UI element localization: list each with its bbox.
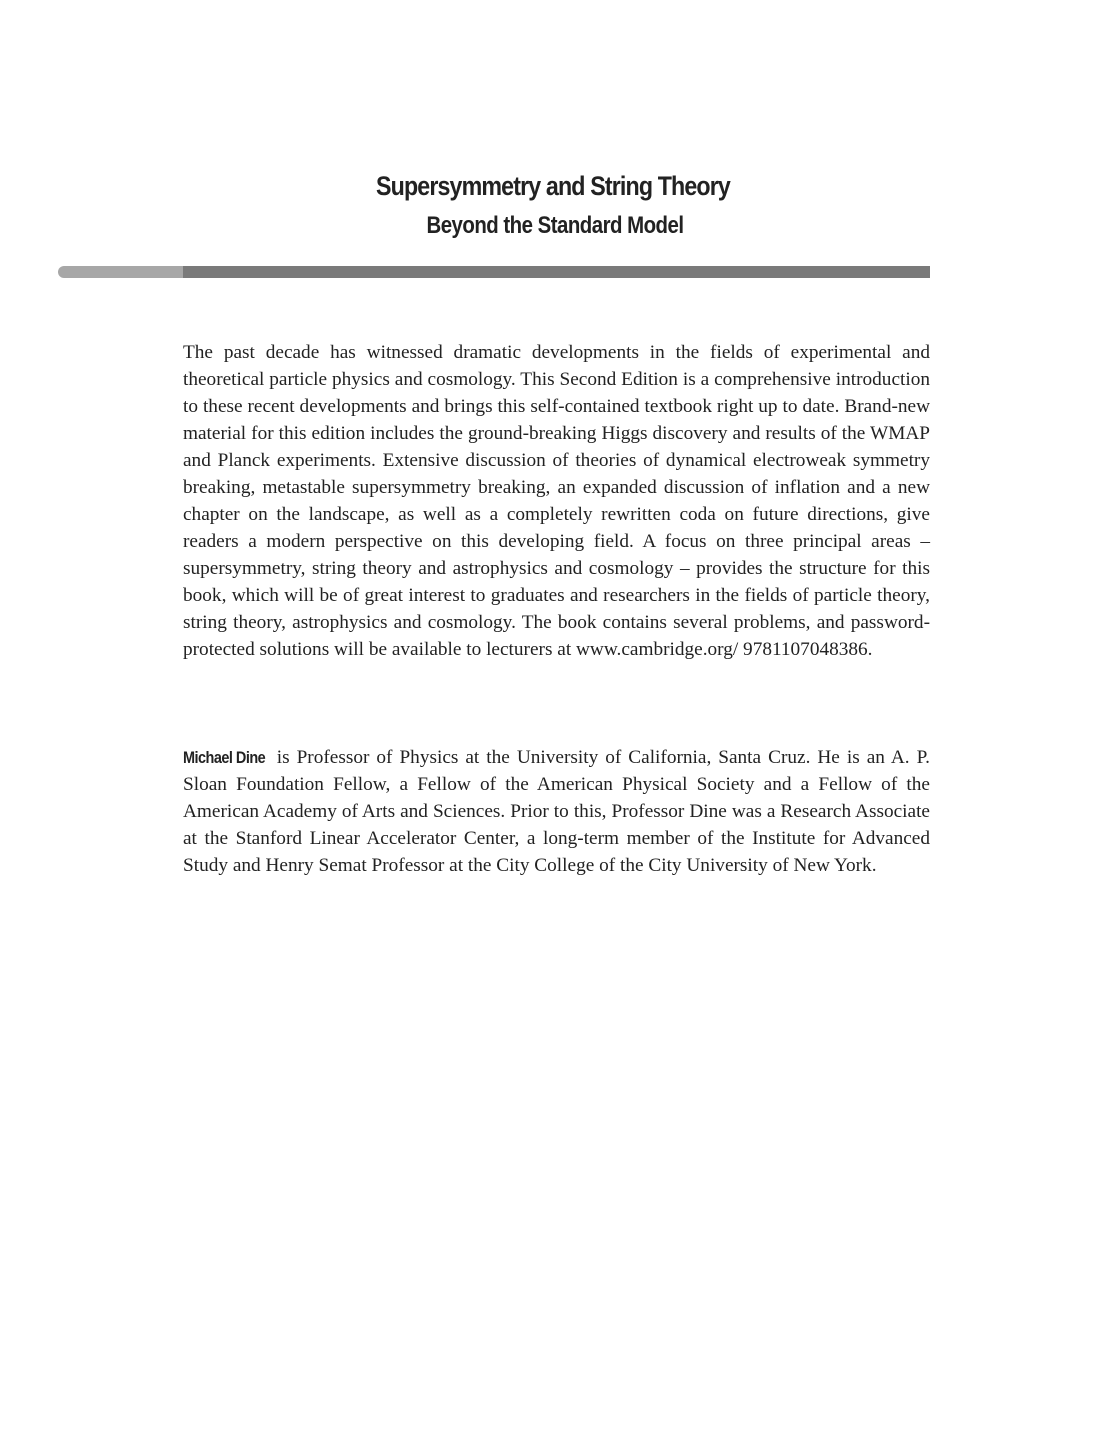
title-rule-light-segment <box>58 266 184 278</box>
book-description: The past decade has witnessed dramatic developments in the fields of experimental and theoretical particle physics and cosmology. This Second Edition is a comprehensive introduction to these recent developments and brings this self-contained textbook right up to date. Brand-new material for this edition includes the ground-breaking Higgs discovery and results of the WMAP and Planck experiments. Extensive discussion of theories of dynamical electroweak symmetry breaking, metastable supersymmetry breaking, an expanded discussion of inflation and a new chapter on the landscape, as well as a completely rewritten coda on future directions, give readers a modern perspective on this developing field. A focus on three principal areas – supersymmetry, string theory and astrophysics and cosmology – provides the structure for this book, which will be of great interest to graduates and researchers in the fields of particle theory, string theory, astrophysics and cosmology. The book contains several problems, and password-protected solutions will be available to lecturers at www.cambridge.org/ 9781107048386. <box>183 342 930 660</box>
title-block <box>0 166 1110 246</box>
title-rule-dark-segment <box>183 266 930 278</box>
book-subtitle: Beyond the Standard Model <box>426 212 684 239</box>
author-bio <box>183 744 930 879</box>
author-name: Michael Dine <box>183 748 266 767</box>
author-bio-text: is Professor of Physics at the University of California, Santa Cruz. He is an A. P. Sloan Foundation Fellow, a Fellow of the American Physical Society and a Fellow of the American Academy of Arts and Sciences. Prior to this, Professor Dine was a Research Associate at the Stanford Linear Accelerator Center, a long-term member of the Institute for Advanced Study and Henry Semat Professor at the City College of the City University of New York. <box>183 747 930 876</box>
book-title: Supersymmetry and String Theory <box>376 171 730 201</box>
